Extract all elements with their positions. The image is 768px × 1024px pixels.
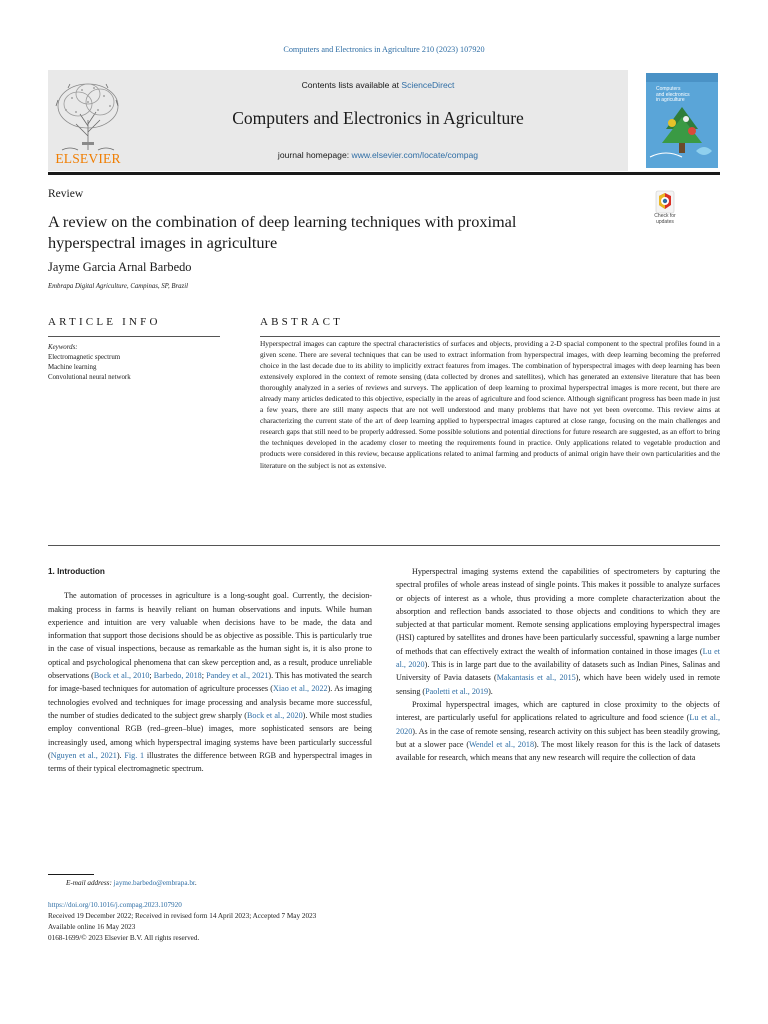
article-title-line: hyperspectral images in agriculture: [48, 233, 278, 252]
body-text: Proximal hyperspectral images, which are captured in close proximity to the objects of interest, are particularly useful for applications related to agriculture and food science (: [396, 699, 720, 723]
received-dates: Received 19 December 2022; Received in revised form 14 April 2023; Accepted 7 May 2023: [48, 912, 317, 921]
keywords-block: [48, 343, 220, 383]
body-text: Hyperspectral imaging systems extend the capabilities of spectrometers by capturing the spectral profiles of whole areas instead of single points. This makes it possible to analyze surfaces or objects of interest as a whole, thus providing a more complete characterization about the absorption and reflection bands associated to those objects and conditions to which they are subjected at that particular moment. Remote sensing applications employing hyperspectral images (HSI) captured by satellites and drones have been particularly successful, spawning a large number of methods that can effectively extract the wealth of information contained in those images (: [396, 567, 720, 656]
journal-homepage-link[interactable]: www.elsevier.com/locate/compag: [351, 150, 479, 160]
body-text: ). This has motivated the search for image-based techniques for automation of agriculture processes (: [48, 671, 372, 694]
body-text: ;: [149, 671, 154, 681]
reference-link[interactable]: Pandey et al., 2021: [206, 671, 269, 681]
reference-link[interactable]: Nguyen et al., 2021: [50, 750, 117, 760]
journal-homepage-line: [128, 150, 628, 160]
cover-title-line: Computers: [656, 86, 681, 92]
reference-link[interactable]: Bock et al., 2020: [246, 710, 303, 720]
contents-prefix: Contents lists available at: [301, 80, 402, 90]
header-divider: [48, 172, 720, 175]
keywords-label: Keywords:: [48, 344, 78, 351]
keyword-item: Electromagnetic spectrum: [48, 354, 121, 361]
reference-link[interactable]: Xiao et al., 2022: [273, 684, 328, 694]
body-text: The automation of processes in agriculture is a long-sought goal. Currently, the decision-making process in farms is heavily reliant on human observations and inputs. While human experience and intuition are very valuable when decisions have to be made, the data and information that support those decisions should be as objective as possible. This is particularly true in the case of visual inspections, because as remarkable as the human sight is, it is also prone to optical and psychological phenomena that can skew perception and, as a result, produce unreliable observations (: [48, 591, 372, 681]
crossmark-label-line: updates: [656, 218, 674, 225]
article-info-heading: ARTICLE INFO: [48, 316, 161, 328]
crossmark-label[interactable]: [646, 214, 684, 225]
reference-link[interactable]: Barbedo, 2018: [153, 671, 202, 681]
author-affiliation: Embrapa Digital Agriculture, Campinas, SP, Brazil: [48, 283, 188, 290]
body-text: ).: [116, 750, 125, 760]
body-text: ). The most likely reason for this is the lack of datasets available for research, which means that any new research will require the collection of data: [396, 739, 720, 763]
body-text: ). As imaging technologies evolved and techniques for image processing and analysis became more successful, the number of studies dedicated to the subject grew sharply (: [48, 684, 372, 720]
journal-masthead: [48, 70, 720, 171]
body-paragraph: [396, 698, 720, 764]
abstract-bottom-divider: [48, 545, 720, 546]
contents-available-line: [128, 80, 628, 90]
body-text: ). This is in large part due to the availability of datasets such as Indian Pines, Salinas and University of Pavia datasets (: [396, 660, 720, 683]
email-label: E-mail address:: [66, 879, 112, 887]
section-title: 1. Introduction: [48, 567, 105, 576]
body-text: ). While most studies employ conventional RGB (red–green–blue) images, more sophisticated sensors are being increasingly used, among which hyperspectral imaging systems have been particularly successful (: [48, 710, 372, 760]
body-text: ).: [488, 686, 493, 696]
reference-link[interactable]: Makantasis et al., 2015: [496, 673, 576, 683]
article-type: Review: [48, 188, 84, 200]
body-text: ;: [201, 671, 207, 681]
body-paragraph: [48, 589, 372, 775]
article-title: [48, 211, 638, 253]
copyright-notice: 0168-1699/© 2023 Elsevier B.V. All rights reserved.: [48, 934, 200, 943]
doi-link[interactable]: https://doi.org/10.1016/j.compag.2023.107920: [48, 901, 182, 909]
article-info-divider: [48, 336, 220, 337]
body-text: illustrates the difference between RGB and hyperspectral images in terms of their typical electromagnetic spectrum.: [48, 750, 372, 774]
available-online: Available online 16 May 2023: [48, 923, 136, 932]
body-column-left: [48, 565, 372, 775]
cover-title-line: in agriculture: [656, 97, 685, 103]
reference-link[interactable]: Wendel et al., 2018: [469, 739, 535, 749]
keyword-item: Convolutional neural network: [48, 374, 131, 381]
masthead-banner: [48, 70, 628, 171]
footnote-divider: [48, 874, 94, 875]
journal-name[interactable]: Computers and Electronics in Agriculture: [232, 108, 524, 128]
reference-link[interactable]: Bock et al., 2010: [93, 671, 150, 681]
cover-title: [656, 87, 690, 104]
body-text: ), which have been widely used in remote sensing (: [396, 673, 721, 696]
footnote-period: .: [194, 879, 197, 887]
journal-citation[interactable]: Computers and Electronics in Agriculture 210 (2023) 107920: [283, 45, 485, 54]
abstract-text: Hyperspectral images can capture the spectral characteristics of surfaces and objects, providing a 2-D spacial component to the spectral profiles found in a given scene. There are several techniques that can be used to extract information from hyperspectral images, with deep learning becoming the preferred choice in the last decade due to its ability to implicitly extract features from images. The combination of hyperspectral images with deep learning has been extensively explored in the context of remote sensing (data collected by drones and satellites), which has generated an extensive literature that has been thoroughly analyzed in a series of reviews and surveys. The application of deep learning to proximal hyperspectral images is more recent, but there are already many articles dedicated to this objective, especially in the areas of agriculture and food science. Although significant progress has been made in just a few years, there are still many aspects that are not well understood and many problems that have not yet been overcome. This review aims at characterizing the current state of the art of deep learning applied to hyperspectral images captured at close range, focusing on the main challenges and research gaps that still need to be properly addressed. Some possible solutions and potential directions for future research are suggested, as an effort to bring the techniques developed in the academy closer to meeting the requirements found in practice. Only applications related to vegetable production and products were considered in this review, because applications related to animal farming and products of animal origin have their own particularities and the literature on the subject is not as extensive.: [260, 339, 720, 470]
email-footnote: [66, 879, 197, 887]
reference-link[interactable]: Lu et al., 2020: [396, 713, 720, 736]
body-paragraph: [396, 565, 720, 698]
body-text: ). As in the case of remote sensing, research activity on this subject has been steadily growing, but at a slower pace (: [396, 726, 720, 749]
sciencedirect-link[interactable]: ScienceDirect: [401, 80, 455, 90]
abstract-divider: [260, 336, 720, 337]
reference-link[interactable]: Paoletti et al., 2019: [425, 686, 489, 696]
email-link[interactable]: jayme.barbedo@embrapa.br: [113, 879, 195, 887]
cover-title-line: and electronics: [656, 91, 690, 98]
abstract-heading: ABSTRACT: [260, 316, 344, 328]
article-history: [48, 900, 316, 944]
article-title-line: A review on the combination of deep learning techniques with proximal: [48, 212, 517, 231]
figure-link[interactable]: Fig. 1: [124, 750, 145, 760]
crossmark-label-line: Check for: [654, 213, 676, 219]
keyword-item: Machine learning: [48, 364, 97, 371]
homepage-prefix: journal homepage:: [277, 150, 352, 160]
reference-link[interactable]: Lu et al., 2020: [396, 646, 721, 670]
author-name[interactable]: Jayme Garcia Arnal Barbedo: [48, 260, 192, 274]
body-column-right: [396, 565, 720, 764]
journal-cover-thumbnail[interactable]: [646, 73, 718, 168]
elsevier-wordmark[interactable]: ELSEVIER: [55, 151, 121, 166]
